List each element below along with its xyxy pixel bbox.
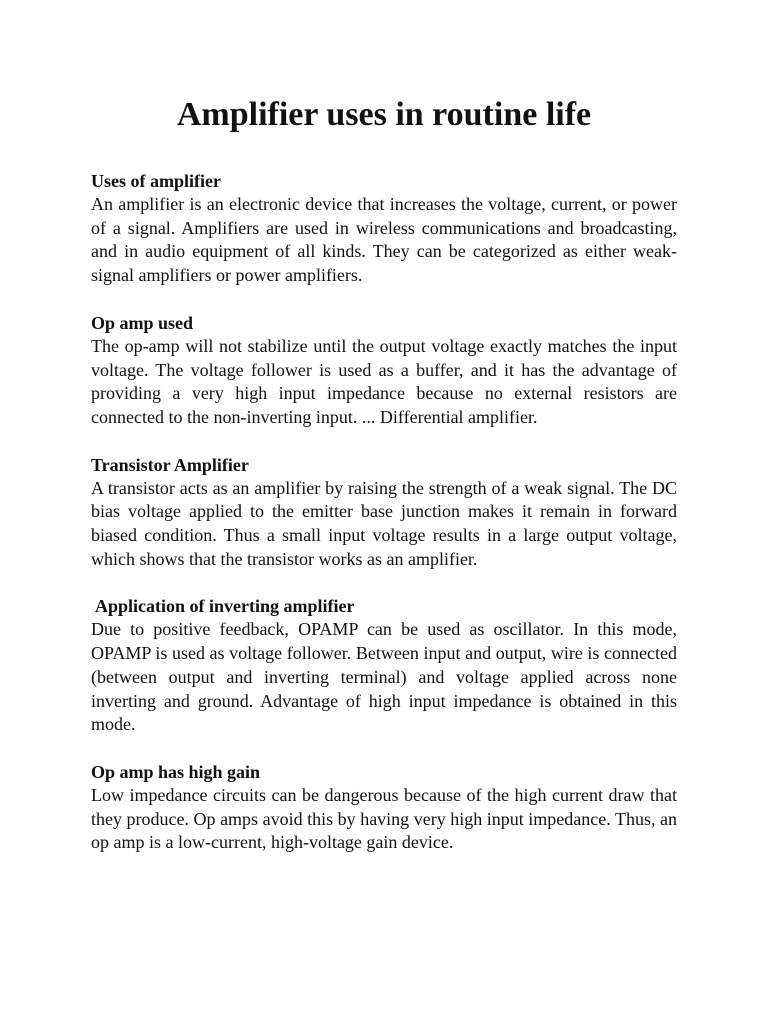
section-op-amp-used	[91, 311, 677, 430]
section-op-amp-has-high-gain	[91, 760, 677, 855]
section-body: Low impedance circuits can be dangerous because of the high current draw that they produce. Op amps avoid this by having very high input impedance. Thus, an op amp is a low-current, high-voltage gain device.	[91, 784, 677, 853]
section-uses-of-amplifier	[91, 169, 677, 288]
section-heading: Uses of amplifier	[91, 171, 221, 191]
section-body: Due to positive feedback, OPAMP can be used as oscillator. In this mode, OPAMP is used as voltage follower. Between input and output, wire is connected (between output and inverting terminal) and voltage applied across none inverting and ground. Advantage of high input impedance is obtained in this mode.	[91, 619, 677, 735]
section-body: A transistor acts as an amplifier by raising the strength of a weak signal. The DC bias voltage applied to the emitter base junction makes it remain in forward biased condition. Thus a small input voltage results in a large output voltage, which shows that the transistor works as an amplifier.	[91, 477, 677, 569]
document-page	[91, 90, 677, 878]
section-heading: Application of inverting amplifier	[95, 596, 355, 617]
section-application-of-inverting-amplifier	[91, 594, 677, 737]
document-title: Amplifier uses in routine life	[176, 96, 592, 133]
section-heading: Transistor Amplifier	[91, 454, 249, 475]
section-body: The op-amp will not stabilize until the output voltage exactly matches the input voltage. The voltage follower is used as a buffer, and it has the advantage of providing a very high input impedance because no external resistors are connected to the non-inverting input. ... Differential amplifier.	[91, 335, 677, 427]
section-transistor-amplifier	[91, 453, 677, 572]
section-body: An amplifier is an electronic device that increases the voltage, current, or power of a signal. Amplifiers are used in wireless communications and broadcasting, and in audio equipment of all kinds. They can be categorized as either weak-signal amplifiers or power amplifiers.	[91, 194, 677, 286]
section-heading: Op amp used	[91, 312, 194, 333]
section-heading: Op amp has high gain	[91, 761, 261, 782]
